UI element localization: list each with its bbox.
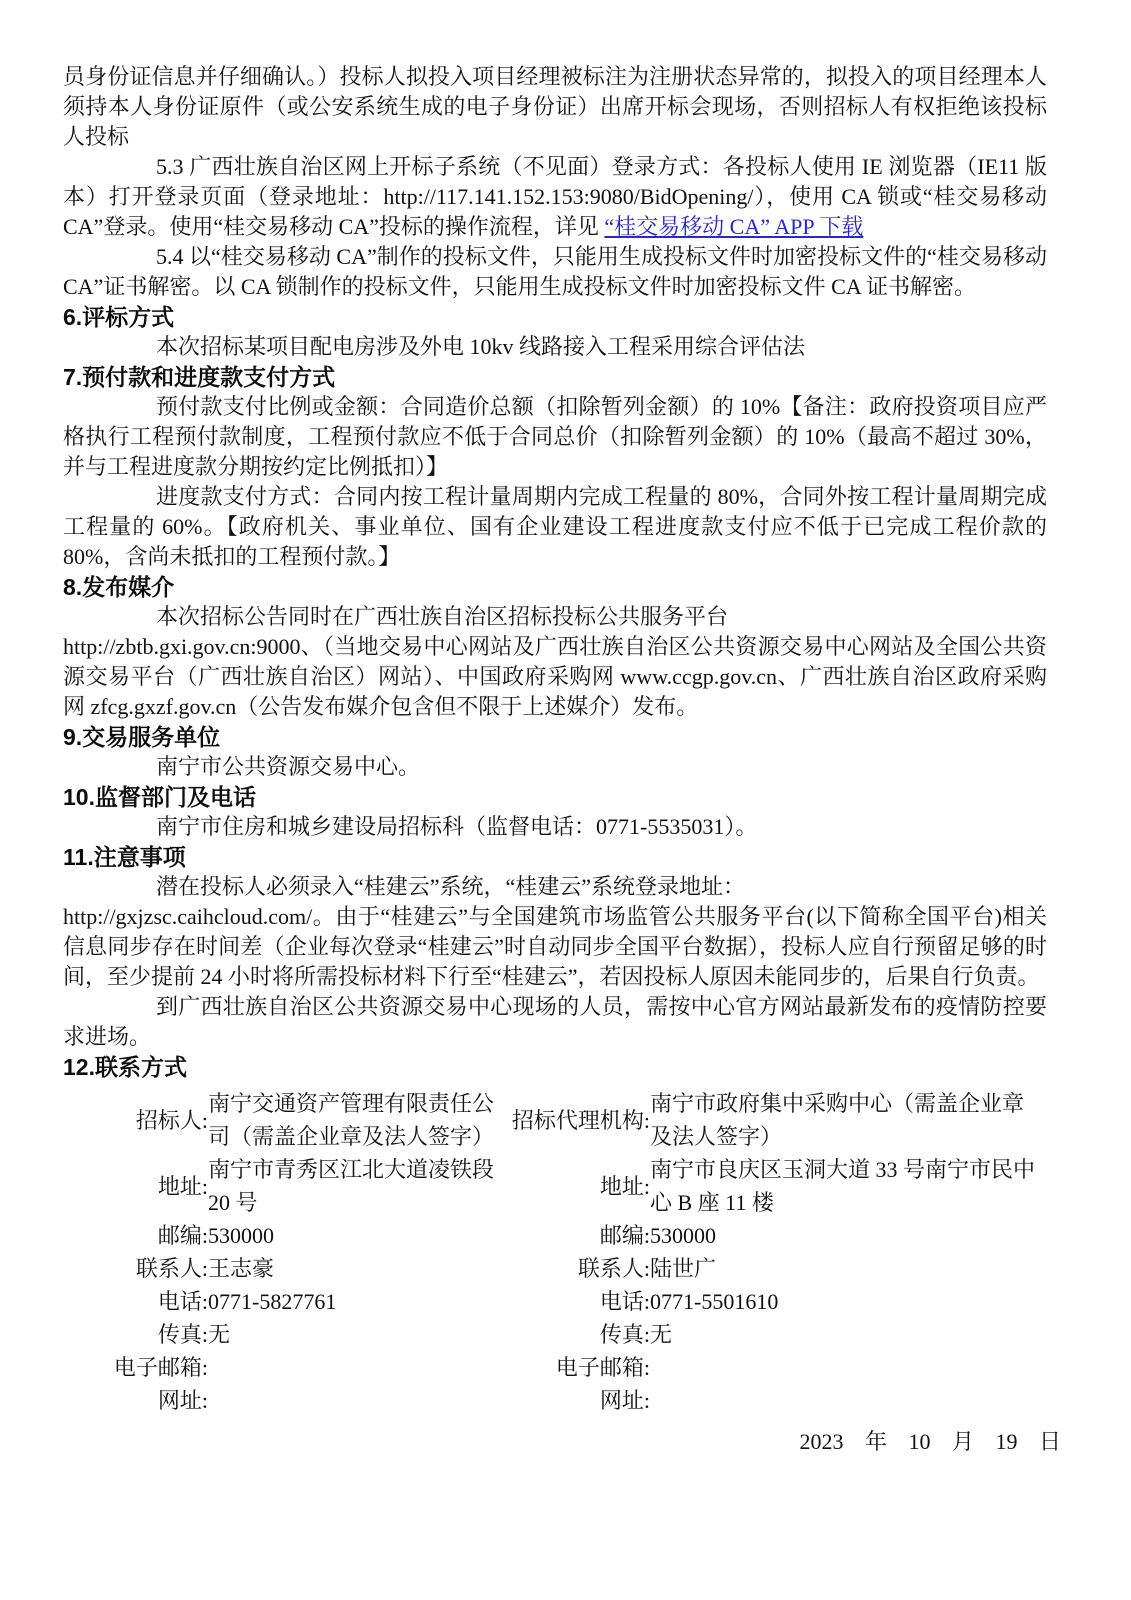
table-row bbox=[63, 1384, 500, 1417]
document-date: 2023 年 10 月 19 日 bbox=[799, 1429, 1061, 1454]
section-heading-12-contact-info: 12.联系方式 bbox=[63, 1054, 187, 1080]
paragraph-8-publishing-media bbox=[63, 602, 1047, 722]
contact-value: 南宁市良庆区玉洞大道 33 号南宁市民中心 B 座 11 楼 bbox=[650, 1157, 1036, 1215]
contact-label: 邮编: bbox=[157, 1223, 208, 1248]
paragraph-5-4-ca-decrypt: 5.4 以“桂交易移动 CA”制作的投标文件，只能用生成投标文件时加密投标文件的“桂交易移动 CA”证书解密。以 CA 锁制作的投标文件，只能用生成投标文件时加密投标文件 CA 证书解密。 bbox=[63, 244, 1047, 299]
contact-value: 530000 bbox=[650, 1223, 716, 1248]
section-heading-8-publishing-media: 8.发布媒介 bbox=[63, 574, 175, 600]
contact-label: 地址: bbox=[157, 1173, 208, 1199]
paragraph-11-detail: http://gxjzsc.caihcloud.com/。由于“桂建云”与全国建筑市场监管公共服务平台(以下简称全国平台)相关信息同步存在时间差（企业每次登录“桂建云”时自动同步全国平台数据），投标人应自行预留足够的时间，至少提前 24 小时将所需投标材料下行至“桂建云”，若因投标人原因未能同步的，后果自行负责。 bbox=[63, 904, 1047, 989]
paragraph-10-supervision-dept: 南宁市住房和城乡建设局招标科（监督电话：0771-5535031）。 bbox=[156, 814, 758, 839]
table-row bbox=[500, 1087, 1038, 1153]
table-row bbox=[500, 1384, 1038, 1417]
contact-label: 电话: bbox=[599, 1289, 650, 1314]
contact-value bbox=[208, 1384, 500, 1417]
contact-label: 电子邮箱: bbox=[113, 1355, 208, 1380]
contact-value: 0771-5827761 bbox=[208, 1289, 337, 1314]
table-row bbox=[63, 1351, 500, 1384]
contact-value: 南宁市青秀区江北大道凌铁段 20 号 bbox=[208, 1157, 495, 1215]
contact-label: 联系人: bbox=[577, 1256, 650, 1281]
contact-label: 传真: bbox=[599, 1322, 650, 1347]
paragraph-9-trading-service-unit: 南宁市公共资源交易中心。 bbox=[156, 754, 421, 779]
contact-value: 陆世广 bbox=[650, 1256, 717, 1281]
contact-value: 王志豪 bbox=[208, 1256, 275, 1281]
paragraph-5-3-text: 5.3 广西壮族自治区网上开标子系统（不见面）登录方式：各投标人使用 IE 浏览器（IE11 版本）打开登录页面（登录地址：http://117.141.152.153:9080/BidOpening/），使用 CA 锁或“桂交易移动 CA”登录。使用“桂交易移动 CA”投标的操作流程，详见 bbox=[63, 154, 1047, 239]
table-row bbox=[63, 1252, 500, 1285]
table-row bbox=[500, 1153, 1038, 1219]
table-row bbox=[500, 1285, 1038, 1318]
contact-value bbox=[650, 1384, 1038, 1417]
contact-value: 0771-5501610 bbox=[650, 1289, 779, 1314]
contact-value: 南宁市政府集中采购中心（需盖企业章及法人签字） bbox=[650, 1091, 1025, 1149]
tenderer-contact-table bbox=[63, 1087, 500, 1417]
contact-label: 传真: bbox=[157, 1322, 208, 1347]
contact-label: 网址: bbox=[599, 1388, 650, 1413]
contact-label: 电话: bbox=[157, 1289, 208, 1314]
contact-label: 电子邮箱: bbox=[555, 1355, 650, 1380]
table-row bbox=[500, 1252, 1038, 1285]
table-row bbox=[63, 1285, 500, 1318]
paragraph-5-3-online-bid-opening bbox=[63, 152, 1047, 242]
contact-value: 无 bbox=[208, 1322, 231, 1347]
contact-label: 招标代理机构: bbox=[511, 1107, 650, 1133]
section-heading-6-evaluation-method: 6.评标方式 bbox=[63, 304, 175, 330]
paragraph-7-advance-payment: 预付款支付比例或金额：合同造价总额（扣除暂列金额）的 10%【备注：政府投资项目应严格执行工程预付款制度，工程预付款应不低于合同总价（扣除暂列金额）的 10%（最高不超过 30%，并与工程进度款分期按约定比例抵扣）】 bbox=[63, 394, 1047, 479]
contact-value bbox=[650, 1351, 1038, 1384]
table-row bbox=[63, 1219, 500, 1252]
contact-value: 南宁交通资产管理有限责任公司（需盖企业章及法人签字） bbox=[208, 1091, 495, 1149]
paragraph-11-guijianyun-system bbox=[63, 872, 1047, 992]
table-row bbox=[500, 1351, 1038, 1384]
paragraph-11-lead: 潜在投标人必须录入“桂建云”系统，“桂建云”系统登录地址： bbox=[156, 874, 746, 899]
paragraph-id-verification: 员身份证信息并仔细确认。）投标人拟投入项目经理被标注为注册状态异常的，拟投入的项目经理本人须持本人身份证原件（或公安系统生成的电子身份证）出席开标会现场，否则招标人有权拒绝该投标人投标 bbox=[63, 64, 1047, 149]
contact-value bbox=[208, 1351, 500, 1384]
paragraph-8-lead: 本次招标公告同时在广西壮族自治区招标投标公共服务平台 bbox=[156, 604, 729, 629]
contact-label: 邮编: bbox=[599, 1223, 650, 1248]
section-heading-11-notes: 11.注意事项 bbox=[63, 844, 186, 870]
table-row bbox=[63, 1087, 500, 1153]
table-row bbox=[500, 1219, 1038, 1252]
agency-contact-table bbox=[500, 1087, 1038, 1417]
section-heading-7-payment-terms: 7.预付款和进度款支付方式 bbox=[63, 364, 336, 390]
table-row bbox=[500, 1318, 1038, 1351]
table-row bbox=[63, 1153, 500, 1219]
table-row bbox=[63, 1318, 500, 1351]
contact-value: 无 bbox=[650, 1322, 673, 1347]
paragraph-11-epidemic-control: 到广西壮族自治区公共资源交易中心现场的人员，需按中心官方网站最新发布的疫情防控要求进场。 bbox=[63, 994, 1047, 1049]
section-heading-10-supervision-dept: 10.监督部门及电话 bbox=[63, 784, 256, 810]
section-heading-9-trading-service-unit: 9.交易服务单位 bbox=[63, 724, 221, 750]
contact-info-block bbox=[63, 1087, 1047, 1417]
paragraph-8-urls: http://zbtb.gxi.gov.cn:9000、（当地交易中心网站及广西壮族自治区公共资源交易中心网站及全国公共资源交易平台（广西壮族自治区）网站）、中国政府采购网 www.ccgp.gov.cn、广西壮族自治区政府采购网 zfcg.gxzf.gov.cn（公告发布媒介包含但不限于上述媒介）发布。 bbox=[63, 634, 1047, 719]
contact-label: 网址: bbox=[157, 1388, 208, 1413]
contact-label: 招标人: bbox=[135, 1107, 208, 1133]
contact-value: 530000 bbox=[208, 1223, 274, 1248]
paragraph-7-progress-payment: 进度款支付方式：合同内按工程计量周期内完成工程量的 80%，合同外按工程计量周期完成工程量的 60%。【政府机关、事业单位、国有企业建设工程进度款支付应不低于已完成工程价款的 80%，含尚未抵扣的工程预付款。】 bbox=[63, 484, 1047, 569]
paragraph-6-evaluation-method: 本次招标某项目配电房涉及外电 10kv 线路接入工程采用综合评估法 bbox=[156, 334, 806, 359]
mobile-ca-app-download-link[interactable]: “桂交易移动 CA” APP 下载 bbox=[604, 214, 864, 239]
contact-label: 地址: bbox=[599, 1173, 650, 1199]
contact-label: 联系人: bbox=[135, 1256, 208, 1281]
